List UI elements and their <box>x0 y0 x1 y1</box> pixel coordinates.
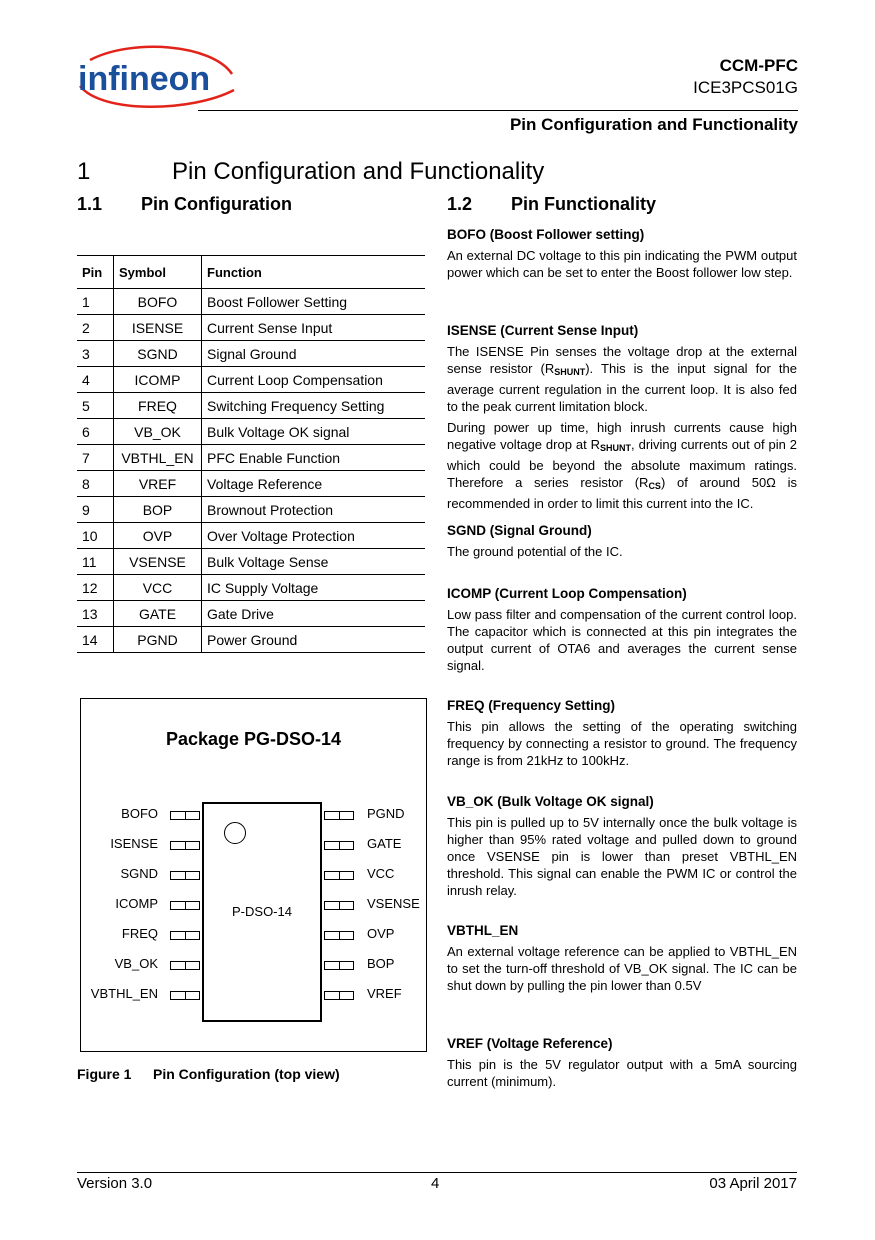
bofo-heading: BOFO (Boost Follower setting) <box>447 227 645 242</box>
pin-number-cell: 1 <box>77 289 114 315</box>
left-pin-label: ICOMP <box>115 896 158 911</box>
left-pin-label: VB_OK <box>114 956 158 971</box>
pin-function-cell: Voltage Reference <box>202 471 426 497</box>
pin-function-cell: Switching Frequency Setting <box>202 393 426 419</box>
isense-text-1: The ISENSE Pin senses the voltage drop at the external sense resistor $(R_{SHUNT})$. This is the input signal for the average current regulation in the current loop. It is also fed to the peak current limitation block. <box>447 344 797 414</box>
infineon-logo <box>72 42 242 112</box>
pin-number-cell: 11 <box>77 549 114 575</box>
left-pin-lead <box>170 961 200 970</box>
footer-date: 03 April 2017 <box>709 1175 797 1192</box>
vbthl-block <box>447 922 797 998</box>
table-row <box>77 341 425 367</box>
table-row <box>77 393 425 419</box>
sgnd-block <box>447 522 797 564</box>
table-header-row <box>77 256 425 289</box>
freq-block <box>447 697 797 773</box>
header-product-line: CCM-PFC <box>719 56 798 75</box>
pin-number-cell: 10 <box>77 523 114 549</box>
section-pin-configuration: 1.1 Pin Configuration <box>77 194 292 214</box>
right-pin-lead <box>324 811 354 820</box>
pin-number-cell: 4 <box>77 367 114 393</box>
pin-number-cell: 5 <box>77 393 114 419</box>
pin-function-cell: Signal Ground <box>202 341 426 367</box>
pin-function-cell: Gate Drive <box>202 601 426 627</box>
right-pin-lead <box>324 991 354 1000</box>
isense-heading: ISENSE (Current Sense Input) <box>447 323 639 338</box>
pin-number-cell: 2 <box>77 315 114 341</box>
pin-symbol-cell: BOFO <box>114 289 202 315</box>
pin-symbol-cell: VB_OK <box>114 419 202 445</box>
pin-number-cell: 13 <box>77 601 114 627</box>
ic-body <box>202 802 322 1022</box>
pin-symbol-cell: BOP <box>114 497 202 523</box>
left-pin-lead <box>170 901 200 910</box>
pin-symbol-cell: VREF <box>114 471 202 497</box>
sgnd-text: The ground potential of the IC. <box>447 544 623 559</box>
right-pin-label: PGND <box>367 806 405 821</box>
table-row <box>77 497 425 523</box>
pin-function-cell: Bulk Voltage Sense <box>202 549 426 575</box>
freq-text: This pin allows the setting of the operating switching frequency by connecting a resistor to ground. The frequency range is from 21kHz to 100kHz. <box>447 719 797 768</box>
table-row <box>77 575 425 601</box>
bofo-text: An external DC voltage to this pin indicating the PWM output power which can be set to enter the Boost follower low step. <box>447 248 797 280</box>
table-row <box>77 471 425 497</box>
pin-function-cell: Power Ground <box>202 627 426 653</box>
col-symbol: Symbol <box>114 256 202 289</box>
right-pin-lead <box>324 901 354 910</box>
pin-function-cell: Brownout Protection <box>202 497 426 523</box>
pin-symbol-cell: ISENSE <box>114 315 202 341</box>
pin-number-cell: 9 <box>77 497 114 523</box>
pin-number-cell: 7 <box>77 445 114 471</box>
right-pin-label: BOP <box>367 956 395 971</box>
pin-symbol-cell: VBTHL_EN <box>114 445 202 471</box>
left-pin-label: VBTHL_EN <box>90 986 158 1001</box>
pin-function-cell: Over Voltage Protection <box>202 523 426 549</box>
pin-symbol-cell: SGND <box>114 341 202 367</box>
left-pin-label: FREQ <box>121 926 158 941</box>
vbok-block <box>447 793 797 903</box>
pin-symbol-cell: ICOMP <box>114 367 202 393</box>
pin-number-cell: 3 <box>77 341 114 367</box>
pin-function-cell: IC Supply Voltage <box>202 575 426 601</box>
table-row <box>77 549 425 575</box>
right-pin-lead <box>324 841 354 850</box>
chip-label: P-DSO-14 <box>232 904 292 919</box>
freq-heading: FREQ (Frequency Setting) <box>447 698 616 713</box>
header-part-number: ICE3PCS01G <box>693 78 798 97</box>
sgnd-heading: SGND (Signal Ground) <box>447 523 592 538</box>
footer-divider <box>77 1172 797 1173</box>
left-pin-lead <box>170 931 200 940</box>
pin-number-cell: 6 <box>77 419 114 445</box>
right-pin-label: GATE <box>367 836 402 851</box>
chapter-title: 1 Pin Configuration and Functionality <box>77 158 545 185</box>
pin-table <box>77 255 425 653</box>
vref-block <box>447 1035 797 1094</box>
right-pin-lead <box>324 871 354 880</box>
table-row <box>77 627 425 653</box>
table-row <box>77 367 425 393</box>
vbok-text: This pin is pulled up to 5V internally once the bulk voltage is higher than 95% rated voltage and pulled down to ground once VSENSE pin is lower than preset VBTHL_EN threshold. This signal can enable the PWM IC or control the inrush relay. <box>447 815 797 898</box>
package-figure <box>80 698 427 1052</box>
table-row <box>77 445 425 471</box>
table-row <box>77 419 425 445</box>
section-pin-functionality: 1.2 Pin Functionality <box>447 194 657 214</box>
pin-function-cell: Current Sense Input <box>202 315 426 341</box>
col-pin: Pin <box>77 256 114 289</box>
left-pin-label: ISENSE <box>110 836 158 851</box>
left-pin-lead <box>170 871 200 880</box>
col-function: Function <box>202 256 426 289</box>
footer-version: Version 3.0 <box>77 1175 153 1192</box>
pin-symbol-cell: GATE <box>114 601 202 627</box>
left-pin-lead <box>170 811 200 820</box>
icomp-text: Low pass filter and compensation of the current control loop. The capacitor which is connected at this pin integrates the output current of OTA6 and averages the current sense signal. <box>447 607 797 673</box>
right-pin-label: VCC <box>367 866 395 881</box>
icomp-heading: ICOMP (Current Loop Compensation) <box>447 586 687 601</box>
pin-number-cell: 8 <box>77 471 114 497</box>
table-row <box>77 289 425 315</box>
footer-page-number: 4 <box>431 1175 440 1192</box>
left-pin-lead <box>170 841 200 850</box>
pin-function-cell: Bulk Voltage OK signal <box>202 419 426 445</box>
pin-function-cell: PFC Enable Function <box>202 445 426 471</box>
vref-text: This pin is the 5V regulator output with a 5mA sourcing current (minimum). <box>447 1057 797 1089</box>
left-pin-lead <box>170 991 200 1000</box>
pin-symbol-cell: PGND <box>114 627 202 653</box>
pin-function-cell: Current Loop Compensation <box>202 367 426 393</box>
isense-block <box>447 322 797 516</box>
table-row <box>77 601 425 627</box>
table-row <box>77 315 425 341</box>
right-pin-lead <box>324 931 354 940</box>
vbok-heading: VB_OK (Bulk Voltage OK signal) <box>447 794 654 809</box>
header-divider <box>198 110 798 111</box>
pin-number-cell: 14 <box>77 627 114 653</box>
table-row <box>77 523 425 549</box>
isense-text-2: During power up time, high inrush currents cause high negative voltage drop at $R_{SHUNT}$, driving currents out of pin 2 which could be beyond the absolute maximum ratings. Therefore a series resistor $(R_{CS})$ of around 50Ω is recommended in order to limit this current into the IC. <box>447 420 797 511</box>
right-pin-label: VSENSE <box>367 896 420 911</box>
vbthl-text: An external voltage reference can be applied to VBTHL_EN to set the turn-off threshold of VB_OK signal. The IC can be shut down by pulling the pin lower than 0.5V <box>447 944 797 993</box>
package-title: Package PG-DSO-14 <box>165 729 342 749</box>
left-pin-label: BOFO <box>121 806 158 821</box>
figure-caption: Figure 1 Pin Configuration (top view) <box>77 1066 340 1082</box>
right-pin-label: VREF <box>367 986 402 1001</box>
right-pin-label: OVP <box>367 926 395 941</box>
right-pin-lead <box>324 961 354 970</box>
left-pin-label: SGND <box>120 866 158 881</box>
svg-text:infineon: infineon <box>78 60 211 98</box>
pin-symbol-cell: OVP <box>114 523 202 549</box>
header-section: Pin Configuration and Functionality <box>509 115 798 134</box>
pin-symbol-cell: VSENSE <box>114 549 202 575</box>
pin-symbol-cell: VCC <box>114 575 202 601</box>
pin-symbol-cell: FREQ <box>114 393 202 419</box>
vref-heading: VREF (Voltage Reference) <box>447 1036 613 1051</box>
pin-number-cell: 12 <box>77 575 114 601</box>
pin1-marker <box>224 822 246 844</box>
bofo-block <box>447 226 797 285</box>
icomp-block <box>447 585 797 678</box>
pin-function-cell: Boost Follower Setting <box>202 289 426 315</box>
vbthl-heading: VBTHL_EN <box>447 923 519 938</box>
